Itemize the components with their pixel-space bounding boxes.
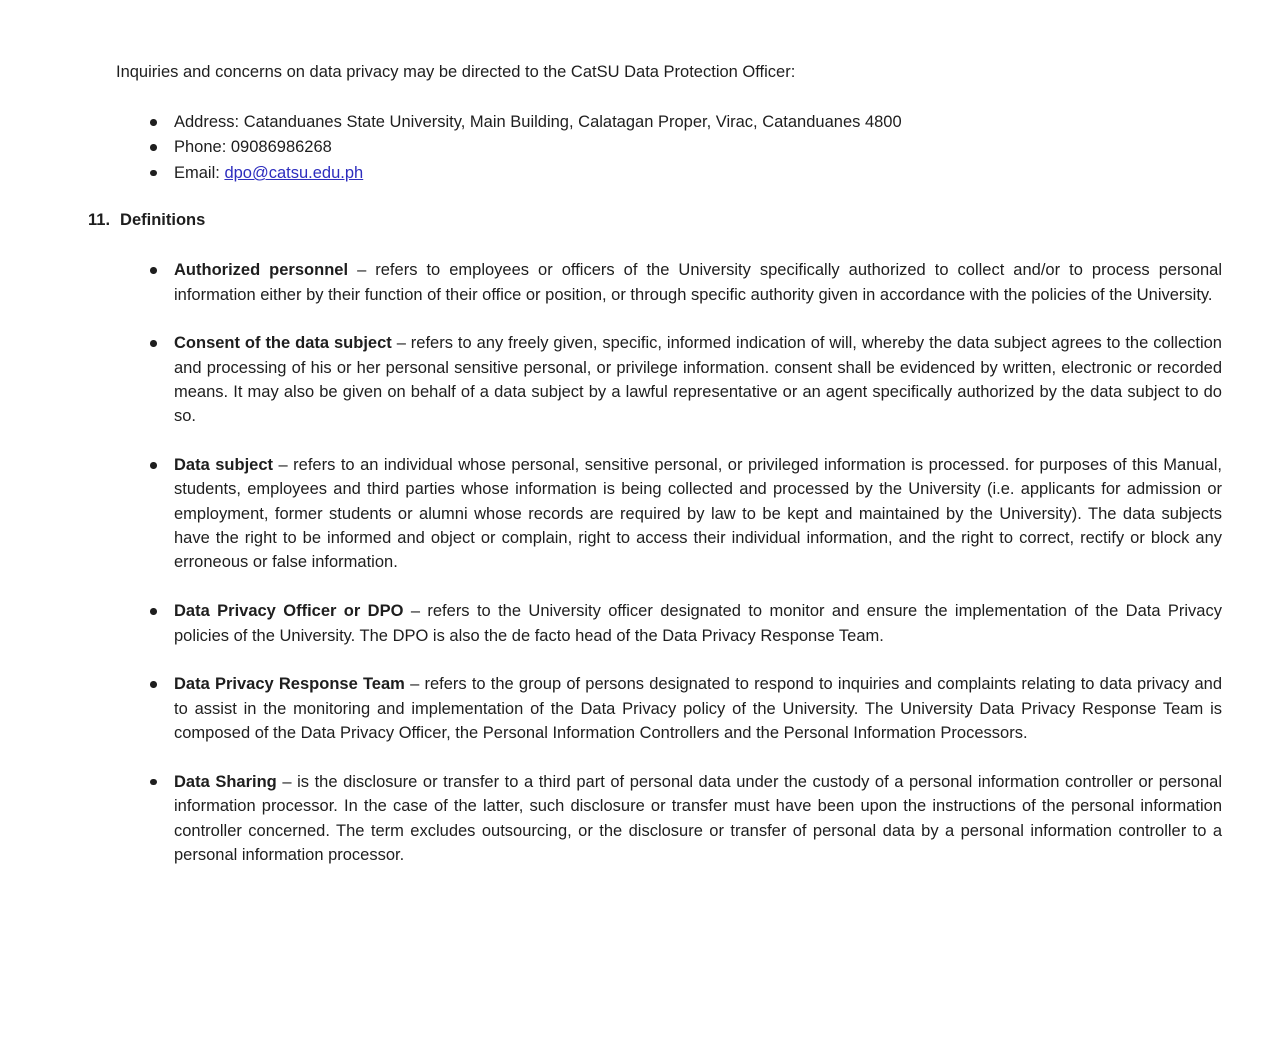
contact-list — [148, 110, 1280, 186]
definition-term: Data Privacy Response Team — [174, 675, 405, 694]
contact-email-item — [148, 161, 1280, 186]
definition-item-authorized-personnel — [148, 258, 1222, 307]
definition-body: – refers to the group of persons designated to respond to inquiries and complaints relating to data privacy and to assist in the monitoring and implementation of the Data Privacy policy of the University. The University Data Privacy Response Team is composed of the Data Privacy Officer, the Personal Information Controllers and the Personal Information Processors. — [174, 675, 1222, 743]
definitions-list — [148, 258, 1222, 867]
contact-phone-text: Phone: 09086986268 — [174, 138, 332, 157]
definition-body: – refers to employees or officers of the University specifically authorized to collect and/or to process personal information either by their function of their office or position, or through specific authority given in accordance with the policies of the University. — [174, 261, 1222, 304]
contact-address-text: Address: Catanduanes State University, Main Building, Calatagan Proper, Virac, Catanduanes 4800 — [174, 113, 902, 131]
definition-item-data-sharing — [148, 770, 1222, 867]
definition-body: – refers to an individual whose personal, sensitive personal, or privileged information is processed. for purposes of this Manual, students, employees and third parties whose information is being collected and processed by the University (i.e. applicants for admission or employment, former students or alumni whose records are required by law to be kept and maintained by the University). The data subjects have the right to be informed and object or complain, right to access their individual information, and the right to correct, rectify or block any erroneous or false information. — [174, 456, 1222, 572]
definition-term: Data subject — [174, 456, 274, 475]
contact-email-label: Email: — [174, 163, 220, 182]
intro-paragraph: Inquiries and concerns on data privacy may be directed to the CatSU Data Protection Officer: — [116, 63, 796, 81]
section-title: Definitions — [120, 211, 206, 230]
definition-term: Consent of the data subject — [174, 334, 392, 353]
document-page — [0, 60, 1280, 1049]
definition-item-data-privacy-officer — [148, 599, 1222, 648]
contact-address-item — [148, 110, 1280, 135]
section-number: 11. — [88, 211, 111, 230]
definition-item-data-subject — [148, 453, 1222, 574]
definition-item-data-privacy-response-team — [148, 672, 1222, 745]
definition-term: Data Privacy Officer or DPO — [174, 602, 404, 621]
contact-phone-item — [148, 135, 1280, 160]
definition-body: – is the disclosure or transfer to a third part of personal data under the custody of a personal information controller or personal information processor. In the case of the latter, such disclosure or transfer must have been upon the instructions of the personal information controller concerned. The term excludes outsourcing, or the disclosure or transfer of personal data by a personal information controller to a personal information processor. — [174, 772, 1223, 864]
definition-term: Authorized personnel — [174, 261, 349, 280]
definition-term: Data Sharing — [174, 772, 277, 791]
email-link[interactable]: dpo@catsu.edu.ph — [224, 163, 364, 182]
definition-item-consent-of-the-data-subject — [148, 331, 1222, 428]
definition-body: – refers to any freely given, specific, informed indication of will, whereby the data subject agrees to the collection and processing of his or her personal sensitive personal, or privilege information. consent shall be evidenced by written, electronic or recorded means. It may also be given on behalf of a data subject by a lawful representative or an agent specifically authorized by the data subject to do so. — [174, 334, 1222, 426]
definition-body: – refers to the University officer designated to monitor and ensure the implementation of the Data Privacy policies of the University. The DPO is also the de facto head of the Data Privacy Response Team. — [174, 602, 1222, 645]
section-heading — [88, 208, 1280, 232]
